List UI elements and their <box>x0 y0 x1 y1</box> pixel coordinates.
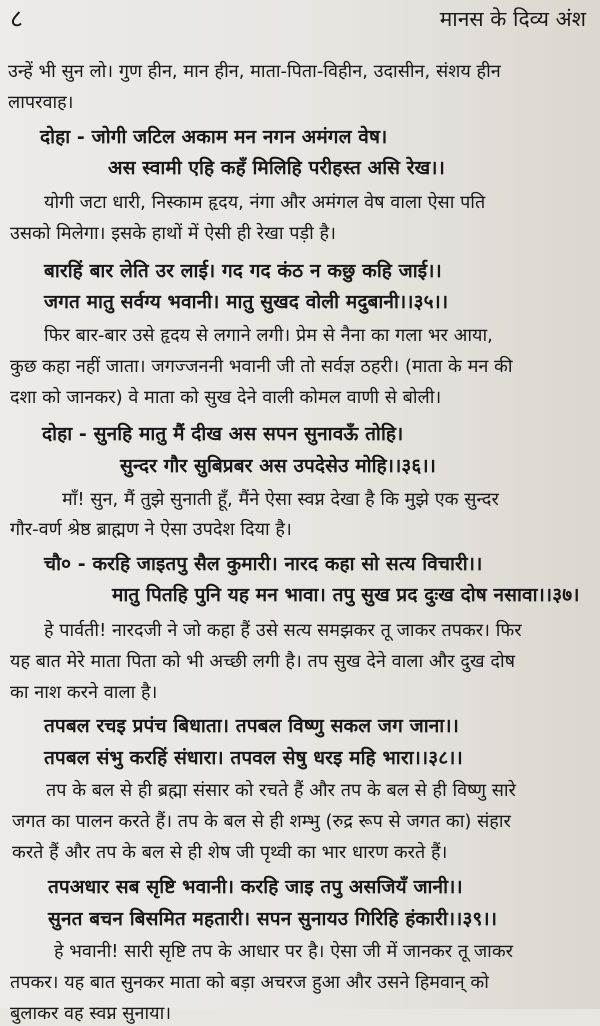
text-line: करते हैं और तप के बल से ही शेष जी पृथ्वी का भार धारण करते हैं। <box>12 842 448 863</box>
verse-line: बारहिं बार लेति उर लाई। गद गद कंठ न कछु कहि जाई।। <box>44 260 442 282</box>
text-line: यह बात मेरे माता पिता को भी अच्छी लगी है। तप सुख देने वाला और दुख दोष <box>10 651 516 672</box>
text-line: तपकर। यह बात सुनकर माता को बड़ा अचरज हुआ और उसने हिमवान् को <box>10 972 489 993</box>
verse-line: तपअधार सब सृष्टि भवानी। करहि जाइ तपु असजियँ जानी।। <box>48 876 463 898</box>
verse-line: अस स्वामी एहि कहँ मिलिहि परीहस्त असि रेख।। <box>108 157 445 179</box>
verse-line: मातु पितहि पुनि यह मन भावा। तपु सुख प्रद दुःख दोष नसावा।।३७। <box>112 584 580 606</box>
text-line: हे पार्वती! नारदजी ने जो कहा हैं उसे सत्य समझकर तू जाकर तपकर। फिर <box>44 620 522 641</box>
text-line: उसको मिलेगा। इसके हाथों में ऐसी ही रेखा पड़ी है। <box>10 223 336 244</box>
text-line: जगत का पालन करते हैं। तप के बल से ही शम्भु (रुद्र रूप से जगत का) संहार <box>12 811 511 832</box>
text-line: योगी जटा धारी, निस्काम हृदय, नंगा और अमंगल वेष वाला ऐसा पति <box>44 192 486 213</box>
verse-line: तपबल संभु करहिं संधारा। तपवल सेषु धरइ महि भारा।।३८।। <box>44 747 463 769</box>
verse-line: जगत मातु सर्वग्य भवानी। मातु सुखद वोली मदुबानी।।३५।। <box>44 291 449 313</box>
verse-line: दोहा - जोगी जटिल अकाम मन नगन अमंगल वेष। <box>40 126 388 148</box>
text-line: बुलाकर वह स्वप्न सुनाया। <box>10 1003 172 1024</box>
verse-line: सुन्दर गौर सुबिप्रबर अस उपदेसेउ मोहि।।३६।। <box>120 455 436 477</box>
verse-line: चौ० - करहि जाइतपु सैल कुमारी। नारद कहा सो सत्य विचारी।। <box>44 553 483 575</box>
text-line: दशा को जानकर) वे माता को सुख देने वाली कोमल वाणी से बोली। <box>10 387 442 408</box>
text-line: लापरवाह। <box>8 92 74 113</box>
text-line: का नाश करने वाला है। <box>10 682 158 703</box>
running-head: मानस के दिव्य अंश <box>439 7 586 31</box>
verse-line: दोहा - सुनहि मातु मैं दीख अस सपन सुनावऊँ तोहि। <box>42 423 404 445</box>
text-line: तप के बल से ही ब्रह्मा संसार को रचते हैं और तप के बल से ही विष्णु सारे <box>46 780 516 801</box>
text-line: हे भवानी! सारी सृष्टि तप के आधार पर है। ऐसा जी में जानकर तू जाकर <box>54 941 514 962</box>
text-line: उन्हें भी सुन लो। गुण हीन, मान हीन, माता-पिता-विहीन, उदासीन, संशय हीन <box>8 61 501 82</box>
verse-line: सुनत बचन बिसमित महतारी। सपन सुनायउ गिरिहि हंकारी।।३९।। <box>48 908 498 930</box>
page-number: ८ <box>10 4 24 33</box>
text-line: गौर-वर्ण श्रेष्ठ ब्राह्मण ने ऐसा उपदेश दिया है। <box>10 519 292 540</box>
text-line: फिर बार-बार उसे हृदय से लगाने लगी। प्रेम से नैना का गला भर आया, <box>44 325 493 346</box>
verse-line: तपबल रचइ प्रपंच बिधाता। तपबल विष्णु सकल जग जाना।। <box>44 715 459 737</box>
text-line: कुछ कहा नहीं जाता। जगज्जननी भवानी जी तो सर्वज्ञ ठहरी। (माता के मन की <box>10 356 513 377</box>
page-header <box>0 0 600 42</box>
text-line: माँ! सुन, मैं तुझे सुनाती हूँ, मैंने ऐसा स्वप्न देखा है कि मुझे एक सुन्दर <box>62 489 499 510</box>
